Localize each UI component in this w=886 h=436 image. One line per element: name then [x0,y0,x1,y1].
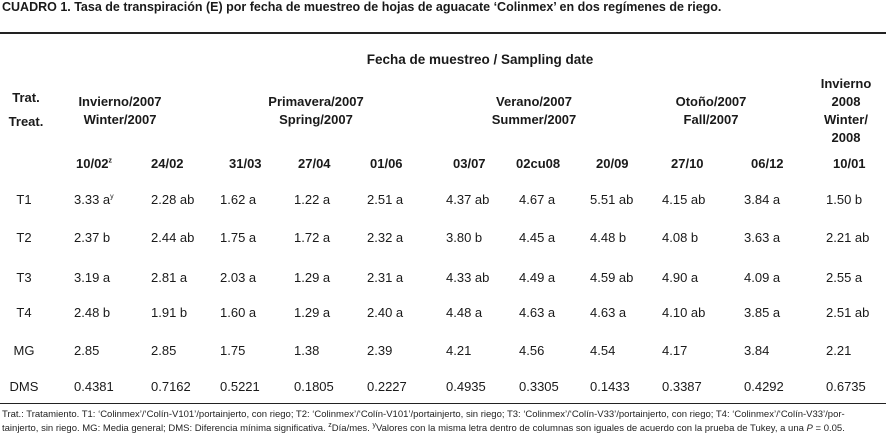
table-caption: CUADRO 1. Tasa de transpiración (E) por fecha de muestreo de hojas de aguacate ‘Colinmex’ en dos regímenes de riego. [2,0,722,14]
table-cell: 2.81 a [151,270,188,285]
table-cell: 2.44 ab [151,230,195,245]
table-cell: 2.39 [367,343,393,358]
table-cell: 1.22 a [294,192,331,207]
date-col-11: 10/01 [833,156,866,171]
table-cell: 4.67 a [519,192,556,207]
table-cell: 4.48 b [590,230,627,245]
row-label: DMS [9,379,39,394]
season-winter-2008-l1: Invierno [820,76,872,91]
table-cell: 2.37 b [74,230,111,245]
table-cell: 4.08 b [662,230,699,245]
table-cell: 3.19 a [74,270,111,285]
row-label: T3 [16,270,32,285]
table-cell: 2.21 [826,343,852,358]
table-cell: 4.49 a [519,270,556,285]
table-cell: 0.4935 [446,379,486,394]
table-cell: 2.48 b [74,305,111,320]
date-col-2: 24/02 [151,156,184,171]
table-cell: 3.80 b [446,230,483,245]
season-summer-2007-es: Verano/2007 [496,94,572,109]
table-cell: 2.31 a [367,270,404,285]
table-footnote [2,408,884,436]
table-cell: 4.63 a [519,305,556,320]
table-cell: 2.32 a [367,230,404,245]
table-cell: 0.7162 [151,379,191,394]
top-rule [0,32,886,34]
date-col-7: 02cu08 [516,156,561,171]
bottom-rule [0,403,886,404]
row-label: T4 [16,305,32,320]
table-cell: 5.51 ab [590,192,634,207]
table-cell: 0.1805 [294,379,334,394]
row-label: T1 [16,192,32,207]
table-cell: 1.29 a [294,305,331,320]
footnote-line-1: Trat.: Tratamiento. T1: ‘Colinmex’/‘Colín-V101’/portainjerto, con riego; T2: ‘Colinmex’/‘Colín-V101’/portainjerto, sin riego; T3: ‘Colinmex’/‘Colín-V33’/portainjerto, con riego; T4: ‘Colinmex’/‘Colín-V33’/por- [2,409,845,420]
table-cell: 1.38 [294,343,320,358]
footnote-line-2: tainjerto, sin riego. MG: Media general; DMS: Diferencia mínima significativa. $^z$Día/mes. $^y$Valores con la misma letra dentro de columnas son iguales de acuerdo con la prueba de Tukey, a una P = 0.05. [2,421,845,434]
table-cell: 4.10 ab [662,305,706,320]
table-cell: 4.48 a [446,305,483,320]
table-cell: 0.5221 [220,379,260,394]
table-cell: 1.62 a [220,192,257,207]
table-cell: 2.21 ab [826,230,870,245]
date-col-5: 01/06 [370,156,403,171]
season-winter-2008-l3: Winter/ [824,112,868,127]
season-fall-2007-en: Fall/2007 [683,112,739,127]
table-cell: 4.56 [519,343,545,358]
table-cell: 3.84 a [744,192,781,207]
table-cell: 1.75 [220,343,246,358]
table-cell: 0.1433 [590,379,630,394]
table-cell: 3.85 a [744,305,781,320]
table-cell: 2.40 a [367,305,404,320]
row-label: T2 [16,230,32,245]
table-cell: 0.6735 [826,379,866,394]
table-cell: 2.51 ab [826,305,870,320]
date-col-9: 27/10 [671,156,704,171]
table-cell: 1.60 a [220,305,257,320]
season-winter-2007-en: Winter/2007 [83,112,157,127]
table-cell: 0.4381 [74,379,114,394]
row-label: MG [13,343,35,358]
season-winter-2008-l4: 2008 [831,130,861,145]
table-cell: 4.37 ab [446,192,490,207]
date-col-3: 31/03 [229,156,262,171]
table-cell: 4.09 a [744,270,781,285]
table-cell: 2.28 ab [151,192,195,207]
date-col-1: 10/02$^z$ [76,156,113,171]
table-cell: 4.63 a [590,305,627,320]
season-spring-2007-en: Spring/2007 [279,112,353,127]
table-cell: 2.85 [74,343,100,358]
season-winter-2007-es: Invierno/2007 [78,94,162,109]
table-cell: 4.90 a [662,270,699,285]
table-cell: 0.3305 [519,379,559,394]
table-cell: 4.45 a [519,230,556,245]
table-cell: 4.15 ab [662,192,706,207]
date-col-4: 27/04 [298,156,331,171]
table-cell: 0.2227 [367,379,407,394]
table-cell: 4.21 [446,343,472,358]
table-cell: 4.17 [662,343,688,358]
table-cell: 0.3387 [662,379,702,394]
table-cell: 1.72 a [294,230,331,245]
treat-label: Treat. [8,114,44,129]
group-title: Fecha de muestreo / Sampling date [366,52,594,67]
season-spring-2007-es: Primavera/2007 [268,94,364,109]
table-cell: 1.29 a [294,270,331,285]
trat-label: Trat. [12,90,40,105]
table-cell: 3.33 $a^y$ [74,192,114,207]
date-col-10: 06/12 [751,156,784,171]
date-col-6: 03/07 [453,156,486,171]
table-cell: 1.91 b [151,305,188,320]
table-cell: 1.50 b [826,192,863,207]
table-cell: 2.51 a [367,192,404,207]
season-summer-2007-en: Summer/2007 [491,112,577,127]
table-cell: 2.03 a [220,270,257,285]
season-fall-2007-es: Otoño/2007 [675,94,747,109]
table-cell: 2.55 a [826,270,863,285]
date-col-8: 20/09 [596,156,629,171]
table-cell: 4.33 ab [446,270,490,285]
table-cell: 3.63 a [744,230,781,245]
table-cell: 3.84 [744,343,770,358]
table-cell: 2.85 [151,343,177,358]
season-winter-2008-l2: 2008 [831,94,861,109]
table-cell: 0.4292 [744,379,784,394]
table-cell: 4.59 ab [590,270,634,285]
table-cell: 4.54 [590,343,616,358]
table-cell: 1.75 a [220,230,257,245]
